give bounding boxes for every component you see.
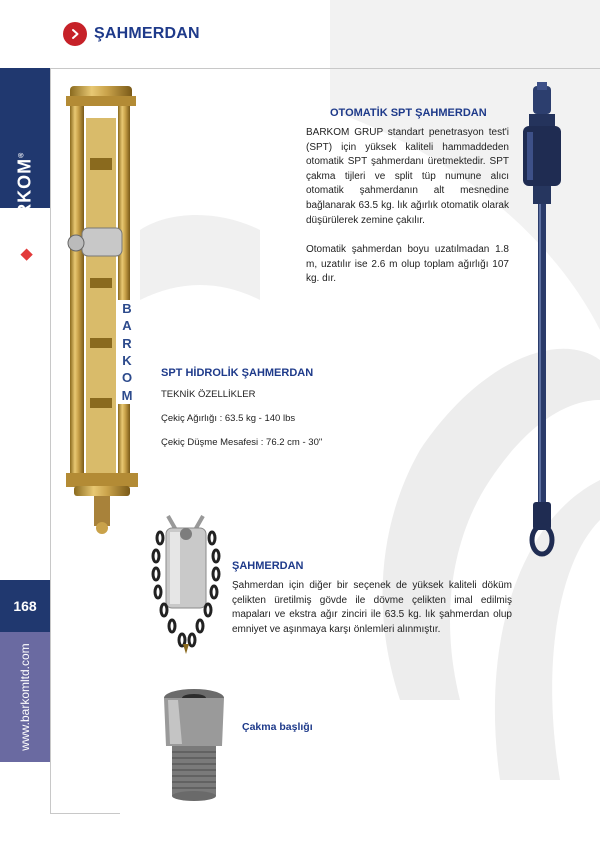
registered-mark: ®	[18, 151, 26, 158]
chevron-right-icon	[63, 22, 87, 46]
sidebar-website-block	[0, 632, 50, 762]
technical-specs-heading: TEKNİK ÖZELLİKLER	[161, 389, 256, 400]
brand-mark-icon: ◆	[17, 247, 35, 261]
page-number: 168	[0, 580, 50, 632]
page-title: ŞAHMERDAN	[94, 25, 200, 42]
footer-divider	[50, 813, 120, 814]
drive-head-image	[158, 686, 230, 802]
label-letter: R	[122, 335, 132, 351]
header-divider	[50, 68, 600, 69]
automatic-hammer-dimensions: Otomatik şahmerdan boyu uzatılmadan 1.8 m, uzatılır ise 2.6 m olup toplam ağırlığı 107 kg. dır.	[306, 244, 509, 285]
label-letter: M	[121, 387, 133, 403]
label-letter: O	[121, 370, 133, 386]
brand-name: BARKOM	[14, 157, 35, 245]
sidebar-brand-block	[0, 68, 50, 261]
label-letter: A	[122, 318, 132, 334]
hydraulic-hammer-title: SPT HİDROLİK ŞAHMERDAN	[161, 367, 314, 379]
margin-divider	[50, 68, 51, 813]
hammer-weight-spec: Çekiç Ağırlığı : 63.5 kg - 140 lbs	[161, 413, 296, 424]
automatic-hammer-title: OTOMATİK SPT ŞAHMERDAN	[330, 107, 487, 119]
hammer-title: ŞAHMERDAN	[232, 560, 304, 572]
automatic-spt-hammer-image	[515, 82, 570, 562]
hammer-description: Şahmerdan için diğer bir seçenek de yüksek kaliteli döküm çelikten üretilmiş gövde ile dövme çelikten imal edilmiş mapaları ve ekstra ağır zinciri ile 63.5 kg. lık şahmerdan olup emniyet ve aşınmaya karşı önlemleri alınmıştır.	[232, 580, 512, 635]
label-letter: B	[122, 301, 132, 317]
label-letter: K	[122, 353, 132, 369]
website-link[interactable]: www.barkomltd.com	[18, 643, 32, 751]
barkom-product-label	[117, 300, 137, 404]
chain-hammer-image	[148, 508, 223, 658]
drive-head-title: Çakma başlığı	[242, 721, 313, 733]
brand-logo	[15, 152, 36, 261]
automatic-hammer-description: BARKOM GRUP standart penetrasyon test'i (SPT) için yüksek kaliteli hammaddeden otomatik SPT şahmerdanı üretmektedir. SPT çakma tijleri ve split tüp numune alıcı otomatik şahmerdanın alt mesnedine bağlanarak 63.5 kg. lık ağırlık otomatik olarak düşürülerek zemine çakılır.	[306, 127, 509, 226]
drop-distance-spec: Çekiç Düşme Mesafesi : 76.2 cm - 30"	[161, 437, 323, 448]
